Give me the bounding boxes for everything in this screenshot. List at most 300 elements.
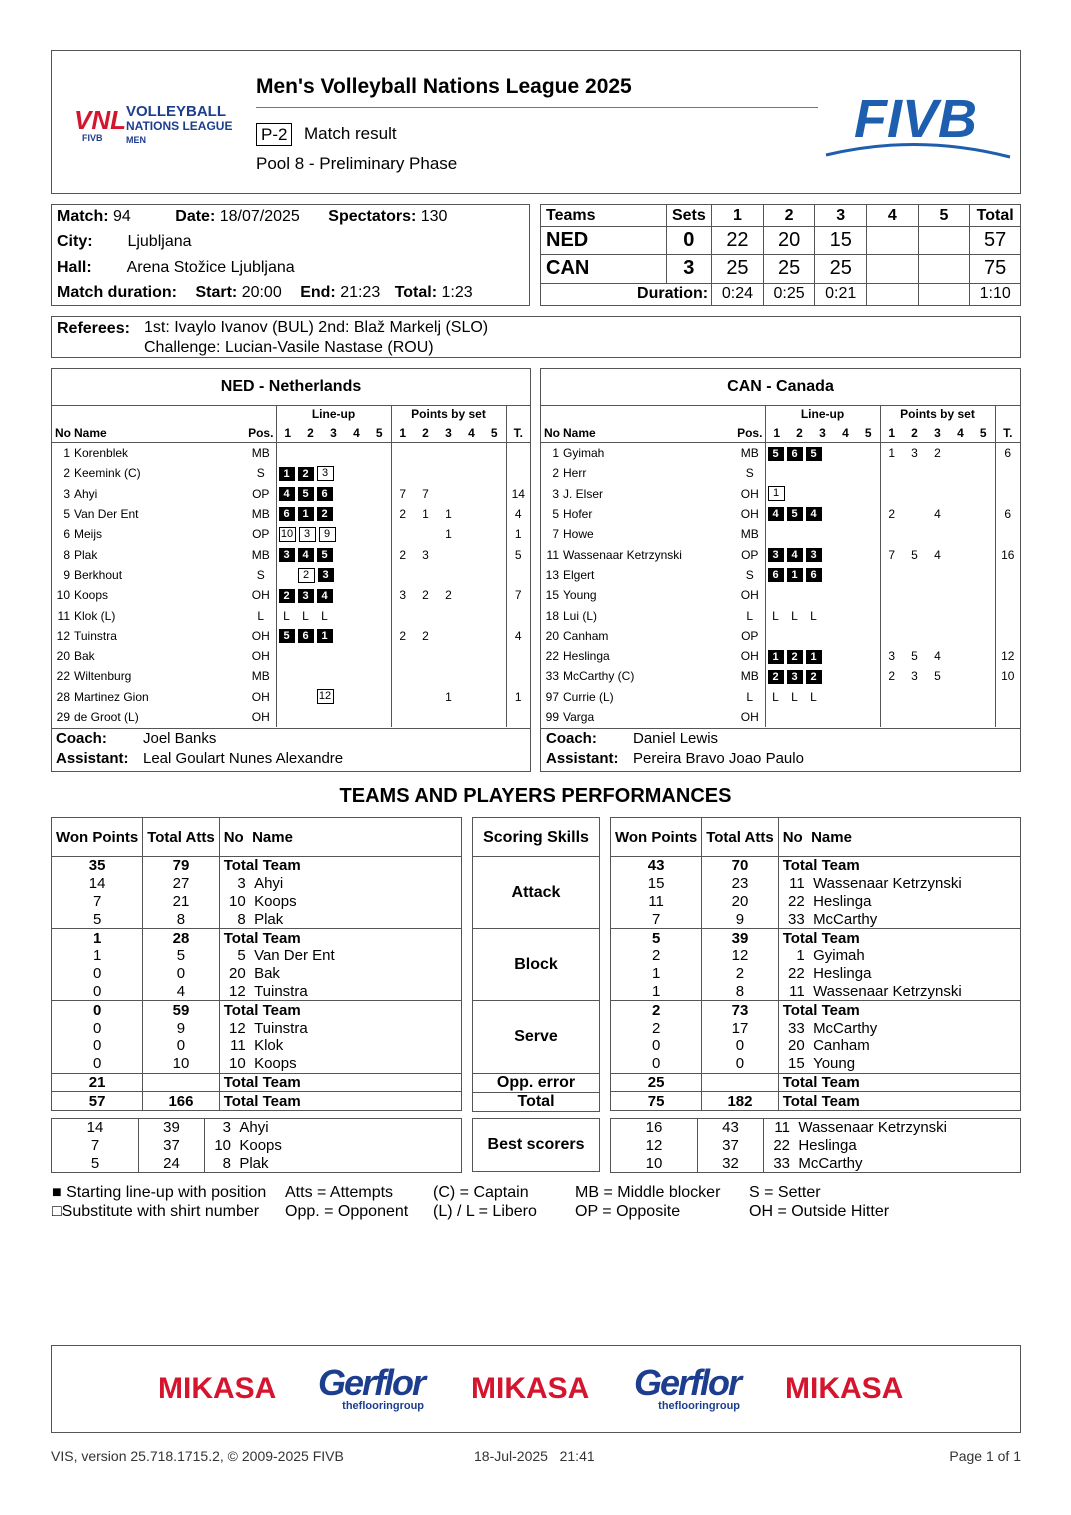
player-number: 22 <box>56 669 70 684</box>
player-name: Currie (L) <box>563 689 614 704</box>
set-points <box>972 504 995 524</box>
set-score: 20 <box>763 227 815 255</box>
set-points <box>483 463 506 483</box>
lineup-libero: L <box>321 608 328 623</box>
set-points <box>483 707 506 727</box>
set-points: 1 <box>445 527 452 542</box>
player-number: 2 <box>552 466 559 481</box>
stat-name: Ahyi <box>239 1119 269 1137</box>
pos-header: Pos. <box>246 423 276 443</box>
lineup-start-position: 1 <box>317 629 333 643</box>
player-row <box>52 484 530 504</box>
lineup-cell <box>765 605 880 625</box>
total-atts-header: Total Atts <box>702 818 779 857</box>
set-points <box>926 463 949 483</box>
set-duration: 0:25 <box>763 283 815 305</box>
player-row <box>541 585 1020 605</box>
player-position: MB <box>251 507 270 522</box>
stat-player <box>219 1019 461 1037</box>
stat-player <box>219 965 461 983</box>
set-header: 2 <box>903 423 926 443</box>
legend-item: □Substitute with shirt number <box>52 1203 260 1220</box>
won-points: 7 <box>52 1137 139 1155</box>
set-points <box>483 585 506 605</box>
set-points <box>972 585 995 605</box>
player-number: 18 <box>545 608 559 623</box>
player-stat-row <box>52 910 462 928</box>
total-atts: 8 <box>702 983 779 1001</box>
stat-number: 10 <box>229 1055 246 1073</box>
player-name: McCarthy (C) <box>563 669 635 684</box>
stat-name: Total Team <box>778 1092 1020 1111</box>
lineup-start-position: 4 <box>787 548 803 562</box>
no-header: No <box>52 423 74 443</box>
set-points <box>903 687 926 707</box>
player-row <box>541 626 1020 646</box>
won-points: 11 <box>611 893 702 911</box>
set-points: 5 <box>911 649 918 664</box>
set-header: 3 <box>322 423 345 443</box>
set-points <box>437 646 460 666</box>
set-points <box>972 646 995 666</box>
set-points <box>414 605 437 625</box>
player-stat-row <box>611 965 1021 983</box>
player-stat-row <box>52 893 462 911</box>
lineup-cell <box>765 484 880 504</box>
total-atts: 9 <box>143 1019 220 1037</box>
set-points: 4 <box>934 507 941 522</box>
lineup-header: Line-up <box>765 405 880 423</box>
won-points: 0 <box>52 965 143 983</box>
lineup-start-position: 4 <box>806 507 822 521</box>
set-points <box>903 707 926 727</box>
set-points <box>926 484 949 504</box>
player-name: Canham <box>563 628 609 643</box>
performance-skills <box>472 817 600 1112</box>
duration-row <box>541 283 1021 305</box>
lineup-libero: L <box>810 608 817 623</box>
set-points <box>391 463 414 483</box>
stat-name: Wassenaar Ketrzynski <box>813 982 962 1000</box>
stat-player <box>778 947 1020 965</box>
team-total-row <box>611 1001 1021 1019</box>
stat-player <box>764 1119 1021 1137</box>
set-points <box>391 443 414 464</box>
set-header: 1 <box>880 423 903 443</box>
player-total <box>506 443 530 464</box>
set-points <box>903 565 926 585</box>
player-position: MB <box>740 669 759 684</box>
skill-label: Opp. error <box>473 1073 600 1092</box>
player-total <box>995 463 1020 483</box>
player-position: MB <box>740 446 759 461</box>
stat-player <box>205 1137 462 1155</box>
set-points <box>460 605 483 625</box>
player-row <box>52 646 530 666</box>
set-points <box>483 524 506 544</box>
won-points: 14 <box>52 1119 139 1137</box>
stat-player <box>219 947 461 965</box>
stat-number: 22 <box>788 892 805 910</box>
total-atts: 8 <box>143 910 220 928</box>
set-points: 3 <box>880 646 903 666</box>
gerflor-tagline: theflooringroup <box>342 1400 425 1412</box>
lineup-start-position: 3 <box>806 548 822 562</box>
player-position: OP <box>252 486 270 501</box>
best-scorers-label-box <box>472 1118 600 1172</box>
fivb-logo-icon <box>822 81 1012 161</box>
score-header-row <box>541 205 1021 227</box>
player-row <box>541 524 1020 544</box>
set-points <box>437 443 460 464</box>
footer-printed: 18-Jul-2025 21:41 <box>474 1448 595 1464</box>
player-number: 5 <box>63 507 70 522</box>
player-row <box>52 707 530 727</box>
player-row <box>541 504 1020 524</box>
set-points <box>972 484 995 504</box>
stat-player <box>219 893 461 911</box>
team-code: CAN <box>541 255 667 283</box>
total-atts: 27 <box>143 875 220 893</box>
player-position: OH <box>740 649 759 664</box>
total-atts: 37 <box>139 1137 205 1155</box>
sets-won: 3 <box>666 255 712 283</box>
legend-row <box>52 1183 889 1202</box>
best-scorer-row <box>52 1137 462 1155</box>
team-total-row <box>611 929 1021 947</box>
team-total-row <box>611 1073 1021 1092</box>
player-position: MB <box>251 446 270 461</box>
set-points <box>391 524 414 544</box>
player-stat-row <box>52 1019 462 1037</box>
player-name: Gyimah <box>563 446 605 461</box>
lineup-libero: L <box>772 690 779 705</box>
set-score: 22 <box>712 227 764 255</box>
set-duration <box>918 283 970 305</box>
stat-name: Canham <box>813 1037 870 1055</box>
player-number: 8 <box>63 547 70 562</box>
name-header: Name <box>563 423 735 443</box>
set-score: 25 <box>763 255 815 283</box>
stat-number: 33 <box>788 1019 805 1037</box>
team-total-row <box>611 1092 1021 1111</box>
total-points: 57 <box>970 227 1021 255</box>
best-scorer-row <box>52 1119 462 1137</box>
set-points: 4 <box>934 547 941 562</box>
lineup-cell <box>276 646 391 666</box>
player-name: Varga <box>563 710 595 724</box>
set-points <box>949 504 972 524</box>
player-position: OH <box>251 710 270 724</box>
set-points <box>880 524 903 544</box>
player-total: 4 <box>506 626 530 646</box>
stat-name: Total Team <box>219 1092 461 1111</box>
set-points <box>391 687 414 707</box>
player-name: Koops <box>74 588 109 603</box>
player-number: 10 <box>56 588 70 603</box>
set-points <box>949 707 972 727</box>
player-row <box>52 443 530 464</box>
vnl-fivb-sub: FIVB <box>82 133 103 143</box>
set-points: 1 <box>422 507 429 522</box>
stat-name: Gyimah <box>813 947 865 965</box>
lineup-cell <box>765 687 880 707</box>
set-points: 2 <box>391 626 414 646</box>
lineup-cell <box>765 646 880 666</box>
lineup-cell <box>276 443 391 464</box>
gerflor-logo <box>318 1362 424 1412</box>
stat-number: 3 <box>237 875 246 893</box>
won-points: 2 <box>611 1001 702 1019</box>
set-points <box>926 605 949 625</box>
set-points <box>460 565 483 585</box>
stat-name: Van Der Ent <box>254 947 335 965</box>
referees-label: Referees: <box>57 320 130 337</box>
set-points <box>949 646 972 666</box>
score-header: 2 <box>763 205 815 227</box>
player-stat-row <box>611 875 1021 893</box>
player-total <box>995 605 1020 625</box>
match-info <box>51 204 530 306</box>
title-rule <box>256 107 818 108</box>
lineup-cell <box>765 707 880 727</box>
set-points <box>483 646 506 666</box>
stat-number: 10 <box>229 892 246 910</box>
stat-name: Plak <box>254 910 284 928</box>
player-stat-row <box>52 1055 462 1073</box>
player-row <box>52 605 530 625</box>
coach-label: Coach: <box>56 730 107 747</box>
city-value: Ljubljana <box>127 233 192 250</box>
set-points <box>880 585 903 605</box>
end-label: End: <box>300 284 336 301</box>
won-points: 12 <box>611 1137 698 1155</box>
set-points <box>949 626 972 646</box>
player-name: Wassenaar Ketrzynski <box>563 547 682 562</box>
player-total <box>506 666 530 686</box>
end-value: 21:23 <box>340 284 381 301</box>
player-number: 12 <box>56 628 70 643</box>
lineup-start-position: 4 <box>317 589 333 603</box>
lineup-start-position: 5 <box>317 548 333 562</box>
legend-item: Atts = Attempts <box>285 1184 394 1201</box>
coach-label: Coach: <box>546 730 597 747</box>
player-number: 29 <box>56 710 70 724</box>
player-row <box>52 687 530 707</box>
lineup-cell <box>765 524 880 544</box>
player-name: Berkhout <box>74 567 123 582</box>
stat-player <box>205 1119 462 1137</box>
set-points <box>926 585 949 605</box>
player-number: 9 <box>63 567 70 582</box>
player-name: Heslinga <box>563 649 610 664</box>
set-header: 1 <box>391 423 414 443</box>
lineup-cell <box>276 504 391 524</box>
set-points <box>972 524 995 544</box>
gerflor-tagline: theflooringroup <box>658 1400 741 1412</box>
player-number: 33 <box>545 669 559 684</box>
score-header: 3 <box>815 205 867 227</box>
stat-number: 20 <box>788 1037 805 1055</box>
lineup-start-position: 6 <box>768 568 784 582</box>
stat-name: Klok <box>254 1037 284 1055</box>
stat-player <box>219 1055 461 1073</box>
set-points: 1 <box>880 443 903 464</box>
doc-code: P-2 <box>256 123 292 146</box>
stat-player <box>778 893 1020 911</box>
won-points-header: Won Points <box>611 818 702 857</box>
player-row <box>541 484 1020 504</box>
player-row <box>52 544 530 564</box>
no-name-header <box>778 818 1020 857</box>
player-stat-row <box>611 947 1021 965</box>
player-number: 20 <box>56 649 70 664</box>
lineup-cell <box>276 707 391 727</box>
start-label: Start: <box>195 284 238 301</box>
set-header: 2 <box>299 423 322 443</box>
player-total: 6 <box>995 504 1020 524</box>
set-points <box>483 565 506 585</box>
total-atts: 10 <box>143 1055 220 1073</box>
set-points: 5 <box>934 669 941 684</box>
player-row <box>541 544 1020 564</box>
total-atts: 0 <box>143 965 220 983</box>
player-row <box>541 707 1020 727</box>
hall-value: Arena Stožice Ljubljana <box>126 259 295 276</box>
total-atts: 12 <box>702 947 779 965</box>
lineup-cell <box>276 605 391 625</box>
stat-number: 12 <box>229 1019 246 1037</box>
set-points <box>391 707 414 727</box>
legend-item: OH = Outside Hitter <box>749 1203 890 1220</box>
player-number: 99 <box>545 710 559 724</box>
stat-player <box>778 910 1020 928</box>
player-total <box>995 565 1020 585</box>
set-header: 4 <box>949 423 972 443</box>
player-number: 1 <box>63 446 70 461</box>
stat-number: 5 <box>237 947 246 965</box>
stat-name: Plak <box>239 1154 269 1172</box>
set-points <box>903 585 926 605</box>
player-number: 5 <box>552 507 559 522</box>
won-points: 57 <box>52 1092 143 1111</box>
player-number: 22 <box>545 649 559 664</box>
set-points <box>903 524 926 544</box>
stat-name: Total Team <box>778 1073 1020 1092</box>
total-atts: 43 <box>698 1119 764 1137</box>
set-points <box>949 687 972 707</box>
set-duration: 0:24 <box>712 283 764 305</box>
player-position: OH <box>740 486 759 501</box>
player-stat-row <box>611 983 1021 1001</box>
score-row-can <box>541 255 1021 283</box>
set-points <box>949 443 972 464</box>
lineup-start-position: 6 <box>279 507 295 521</box>
stat-player <box>219 983 461 1001</box>
set-header: 5 <box>972 423 995 443</box>
set-points <box>949 463 972 483</box>
set-points <box>972 544 995 564</box>
set-points <box>437 707 460 727</box>
set-points <box>414 707 437 727</box>
lineup-start-position: 4 <box>298 548 314 562</box>
player-number: 1 <box>552 446 559 461</box>
set-points <box>391 565 414 585</box>
stat-player <box>778 1055 1020 1073</box>
set-points <box>903 484 926 504</box>
set-points <box>460 707 483 727</box>
stat-player <box>764 1137 1021 1155</box>
player-position: L <box>746 608 754 623</box>
player-total <box>506 646 530 666</box>
set-points: 7 <box>391 484 414 504</box>
lineup-start-position: 5 <box>298 487 314 501</box>
set-points <box>949 585 972 605</box>
stat-name: Total Team <box>219 929 461 947</box>
legend-item: OP = Opposite <box>575 1203 681 1220</box>
won-points: 7 <box>52 893 143 911</box>
stat-number: 10 <box>214 1137 231 1155</box>
player-name: Hofer <box>563 507 593 522</box>
won-points: 5 <box>52 910 143 928</box>
roster-title: CAN - Canada <box>541 369 1020 406</box>
total-atts: 73 <box>702 1001 779 1019</box>
set-points <box>972 565 995 585</box>
lineup-substitute: 3 <box>299 527 316 542</box>
won-points: 0 <box>52 1037 143 1055</box>
total-atts: 21 <box>143 893 220 911</box>
total-atts: 9 <box>702 910 779 928</box>
spectators-label: Spectators: <box>328 208 417 225</box>
player-name: Keemink (C) <box>74 466 141 481</box>
set-points: 2 <box>391 544 414 564</box>
set-points <box>414 666 437 686</box>
set-points: 5 <box>911 547 918 562</box>
player-row <box>52 463 530 483</box>
won-points: 1 <box>52 947 143 965</box>
stat-player <box>219 910 461 928</box>
player-total <box>506 565 530 585</box>
set-points <box>437 484 460 504</box>
footer-page: Page 1 of 1 <box>949 1448 1021 1464</box>
city-label: City: <box>57 233 93 250</box>
lineup-start-position: 1 <box>298 507 314 521</box>
total-atts: 166 <box>143 1092 220 1111</box>
set-points: 3 <box>391 585 414 605</box>
set-points <box>391 666 414 686</box>
total-label: Total: <box>394 284 438 301</box>
stat-name: Wassenaar Ketrzynski <box>798 1119 948 1137</box>
player-total <box>506 707 530 727</box>
set-points <box>880 463 903 483</box>
stat-player <box>778 1019 1020 1037</box>
player-position: S <box>256 466 265 481</box>
lineup-substitute: 10 <box>279 527 296 542</box>
player-position: OH <box>251 588 270 603</box>
player-total: 1 <box>506 687 530 707</box>
stat-name: McCarthy <box>798 1154 863 1172</box>
lineup-start-position: 1 <box>806 650 822 664</box>
player-number: 11 <box>546 547 559 562</box>
lineup-cell <box>765 626 880 646</box>
score-header: 4 <box>867 205 919 227</box>
set-score: 15 <box>815 227 867 255</box>
won-points: 15 <box>611 875 702 893</box>
set-points <box>460 524 483 544</box>
lineup-libero: L <box>810 690 817 705</box>
total-header: T. <box>995 423 1020 443</box>
player-position: OP <box>252 527 270 542</box>
